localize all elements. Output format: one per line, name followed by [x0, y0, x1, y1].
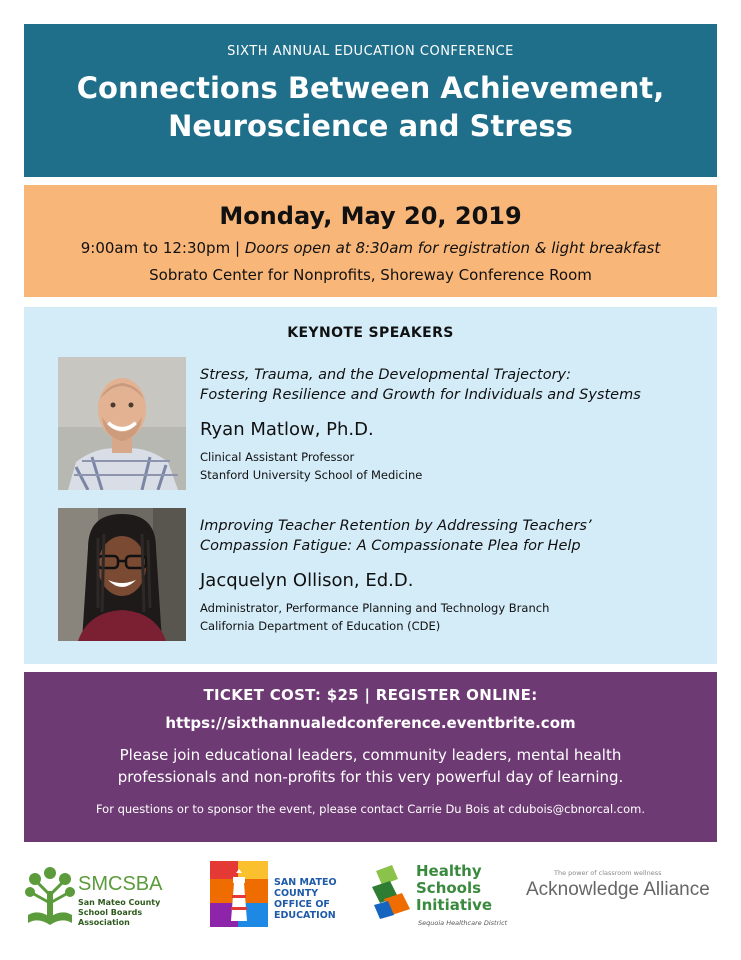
hsi-line-1: Healthy — [416, 862, 482, 880]
contact-note: For questions or to sponsor the event, please contact Carrie Du Bois at cdubois@cbnorcal.com. — [95, 802, 646, 816]
doors-open-note: Doors open at 8:30am for registration & light breakfast — [244, 239, 661, 257]
registration-link[interactable]: https://sixthannualedconference.eventbrite.com — [165, 714, 576, 732]
time-separator: | — [234, 239, 241, 257]
talk-title — [200, 365, 697, 405]
speaker-affiliation — [200, 599, 697, 635]
ticket-cost: TICKET COST: $25 | REGISTER ONLINE: — [203, 686, 538, 704]
hsi-line-2: Schools — [416, 879, 482, 897]
speaker-org: Stanford University School of Medicine — [200, 468, 423, 482]
hsi-subtitle: Sequoia Healthcare District — [418, 919, 508, 927]
speaker-org: California Department of Education (CDE) — [200, 619, 441, 633]
talk-title-line-1: Improving Teacher Retention by Addressing Teachers’ — [200, 518, 592, 534]
hsi-name — [416, 863, 492, 914]
smcoe-logo — [210, 861, 360, 933]
smcsba-fullname — [78, 898, 184, 928]
invitation-line-1: Please join educational leaders, community leaders, mental health — [119, 746, 622, 764]
event-details — [24, 185, 717, 297]
smcoe-line-2: COUNTY — [274, 888, 319, 899]
alliance-tagline: The power of classroom wellness — [554, 869, 662, 877]
speaker-role: Clinical Assistant Professor — [200, 450, 355, 464]
event-time-line — [24, 239, 717, 257]
speaker-name: Ryan Matlow, Ph.D. — [200, 419, 374, 440]
talk-title-line-2: Compassion Fatigue: A Compassionate Plea for Help — [200, 538, 581, 554]
smcoe-line-1: SAN MATEO — [274, 877, 337, 888]
alliance-name: Acknowledge Alliance — [526, 879, 710, 900]
tree-icon — [24, 865, 76, 925]
hsi-line-3: Initiative — [416, 896, 493, 914]
conference-title — [24, 69, 717, 145]
speaker-role: Administrator, Performance Planning and Technology Branch — [200, 601, 550, 615]
event-date: Monday, May 20, 2019 — [219, 202, 522, 230]
speaker-photo-ryan-matlow — [58, 357, 186, 490]
smcsba-abbr: SMCSBA — [78, 873, 163, 895]
keynote-section — [24, 307, 717, 664]
sponsor-logos — [24, 855, 717, 945]
invitation-line-2: professionals and non-profits for this very powerful day of learning. — [117, 768, 624, 786]
smcoe-name — [274, 877, 337, 921]
speaker-name: Jacquelyn Ollison, Ed.D. — [200, 570, 414, 591]
speaker-affiliation — [200, 448, 697, 484]
lighthouse-icon — [210, 861, 268, 927]
event-time: 9:00am to 12:30pm — [80, 239, 231, 257]
healthy-schools-logo — [370, 861, 520, 941]
talk-title-line-1: Stress, Trauma, and the Developmental Trajectory: — [200, 367, 572, 383]
acknowledge-alliance-logo — [526, 869, 717, 919]
invitation-text — [24, 744, 717, 788]
title-line-2: Neuroscience and Stress — [168, 109, 573, 143]
keynote-heading: KEYNOTE SPEAKERS — [287, 325, 454, 341]
speaker-info — [200, 365, 697, 484]
conference-kicker: SIXTH ANNUAL EDUCATION CONFERENCE — [227, 44, 514, 59]
smcsba-line-2: School Boards Association — [78, 908, 143, 927]
talk-title — [200, 516, 697, 556]
conference-header — [24, 24, 717, 177]
event-venue: Sobrato Center for Nonprofits, Shoreway Conference Room — [149, 266, 592, 284]
registration-section — [24, 672, 717, 842]
speaker-info — [200, 516, 697, 635]
stacked-blocks-icon — [370, 865, 412, 921]
smcoe-line-3: OFFICE OF — [274, 899, 330, 910]
speaker-photo-jacquelyn-ollison — [58, 508, 186, 641]
smcsba-logo — [24, 865, 184, 927]
smcsba-line-1: San Mateo County — [78, 898, 161, 907]
smcoe-line-4: EDUCATION — [274, 910, 336, 921]
talk-title-line-2: Fostering Resilience and Growth for Individuals and Systems — [200, 387, 641, 403]
title-line-1: Connections Between Achievement, — [76, 71, 665, 105]
